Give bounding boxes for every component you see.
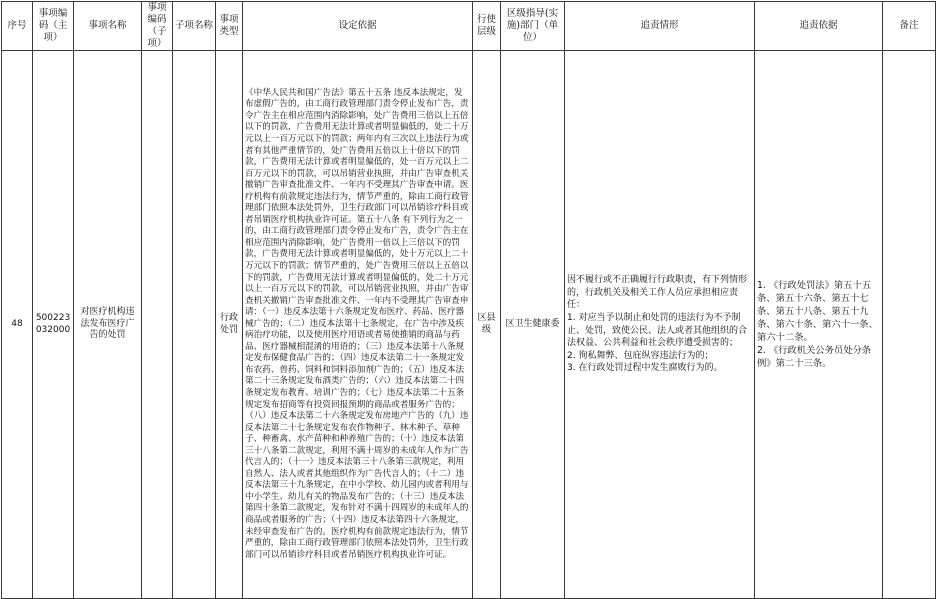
duty-list-table xyxy=(1,1,936,599)
cell-note xyxy=(883,51,936,599)
cell-basis: 《中华人民共和国广告法》第五十五条 违反本法规定，发布虚假广告的，由工商行政管理部门责令停止发布广告，责令广告主在相应范围内消除影响，处广告费用三倍以上五倍以下的罚款，广告费用无法计算或者明显偏低的，处二十万元以上一百万元以下的罚款；两年内有三次以上违法行为或者有其他严重情节的，处广告费用五倍以上十倍以下的罚款，广告费用无法计算或者明显偏低的，处一百万元以上二百万元以下的罚款，可以吊销营业执照，并由广告审查机关撤销广告审查批准文件、一年内不受理其广告审查申请。医疗机构有前款规定违法行为，情节严重的，除由工商行政管理部门依照本法处罚外，卫生行政部门可以吊销诊疗科目或者吊销医疗机构执业许可证。第五十八条 有下列行为之一的，由工商行政管理部门责令停止发布广告，责令广告主在相应范围内消除影响，处广告费用一倍以上三倍以下的罚款，广告费用无法计算或者明显偏低的，处十万元以上二十万元以下的罚款；情节严重的，处广告费用三倍以上五倍以下的罚款，广告费用无法计算或者明显偏低的，处二十万元以上一百万元以下的罚款，可以吊销营业执照，并由广告审查机关撤销广告审查批准文件、一年内不受理其广告审查申请：（一）违反本法第十六条规定发布医疗、药品、医疗器械广告的；（二）违反本法第十七条规定，在广告中涉及疾病治疗功能，以及使用医疗用语或者易使推销的商品与药品、医疗器械相混淆的用语的；（三）违反本法第十八条规定发布保健食品广告的；（四）违反本法第二十一条规定发布农药、兽药、饲料和饲料添加剂广告的；（五）违反本法第二十三条规定发布酒类广告的；（六）违反本法第二十四条规定发布教育、培训广告的；（七）违反本法第二十五条规定发布招商等有投资回报预期的商品或者服务广告的；（八）违反本法第二十六条规定发布房地产广告的（九）违反本法第二十七条规定发布农作物种子、林木种子、草种子、种畜禽、水产苗种和种养殖广告的；（十）违反本法第三十八条第二款规定，利用不满十周岁的未成年人作为广告代言人的；（十一）违反本法第三十八条第三款规定，利用自然人、法人或者其他组织作为广告代言人的；（十二）违反本法第三十九条规定，在中小学校、幼儿园内或者利用与中小学生、幼儿有关的物品发布广告的；（十三）违反本法第四十条第二款规定，发布针对不满十四周岁的未成年人的商品或者服务的广告；（十四）违反本法第四十六条规定，未经审查发布广告的。医疗机构有前款规定违法行为，情节严重的，除由工商行政管理部门依照本法处罚外，卫生行政部门可以吊销诊疗科目或者吊销医疗机构执业许可证。 xyxy=(243,51,473,599)
duty-line: 1. 对应当予以制止和处罚的违法行为不予制止、处罚，致使公民、法人或者其他组织的合法权益、公共利益和社会秩序遭受损害的； xyxy=(567,312,748,349)
duty-line: 因不履行或不正确履行行政职责，有下列情形的，行政机关及相关工作人员应承担相应责任： xyxy=(567,275,748,311)
header-seq: 序号 xyxy=(2,2,33,51)
cell-dept: 区卫生健康委 xyxy=(501,51,565,599)
header-item-code: 事项编码（主项） xyxy=(33,2,74,51)
cell-sub-code xyxy=(142,51,173,599)
header-sub-code: 事项编码（子项） xyxy=(142,2,173,51)
cell-duty xyxy=(565,51,755,599)
header-level: 行使层级 xyxy=(473,2,501,51)
duty-basis-line: 1. 《行政处罚法》第五十五条、第五十六条、第五十七条、第五十八条、第五十九条、第六十条、第六十一条、第六十二条。 xyxy=(757,280,878,343)
header-duty-basis: 追责依据 xyxy=(755,2,883,51)
header-basis: 设定依据 xyxy=(243,2,473,51)
duty-line: 3. 在行政处罚过程中发生腐败行为的。 xyxy=(567,363,723,374)
duty-line: 2. 徇私舞弊、包庇纵容违法行为的； xyxy=(567,350,714,361)
cell-seq: 48 xyxy=(2,51,33,599)
header-item-name: 事项名称 xyxy=(74,2,142,51)
header-sub-name: 子项名称 xyxy=(173,2,216,51)
header-item-type: 事项类型 xyxy=(216,2,243,51)
cell-item-code: 500223032000 xyxy=(33,51,74,599)
cell-item-type: 行政处罚 xyxy=(216,51,243,599)
header-duty: 追责情形 xyxy=(565,2,755,51)
header-note: 备注 xyxy=(883,2,936,51)
cell-item-name: 对医疗机构违法发布医疗广告的处罚 xyxy=(74,51,142,599)
header-row xyxy=(2,2,936,51)
table-row xyxy=(2,51,936,599)
cell-sub-name xyxy=(173,51,216,599)
cell-duty-basis xyxy=(755,51,883,599)
header-dept: 区级指导(实施)部门（单位） xyxy=(501,2,565,51)
duty-basis-line: 2. 《行政机关公务员处分条例》第二十三条。 xyxy=(757,345,872,369)
cell-level: 区县级 xyxy=(473,51,501,599)
